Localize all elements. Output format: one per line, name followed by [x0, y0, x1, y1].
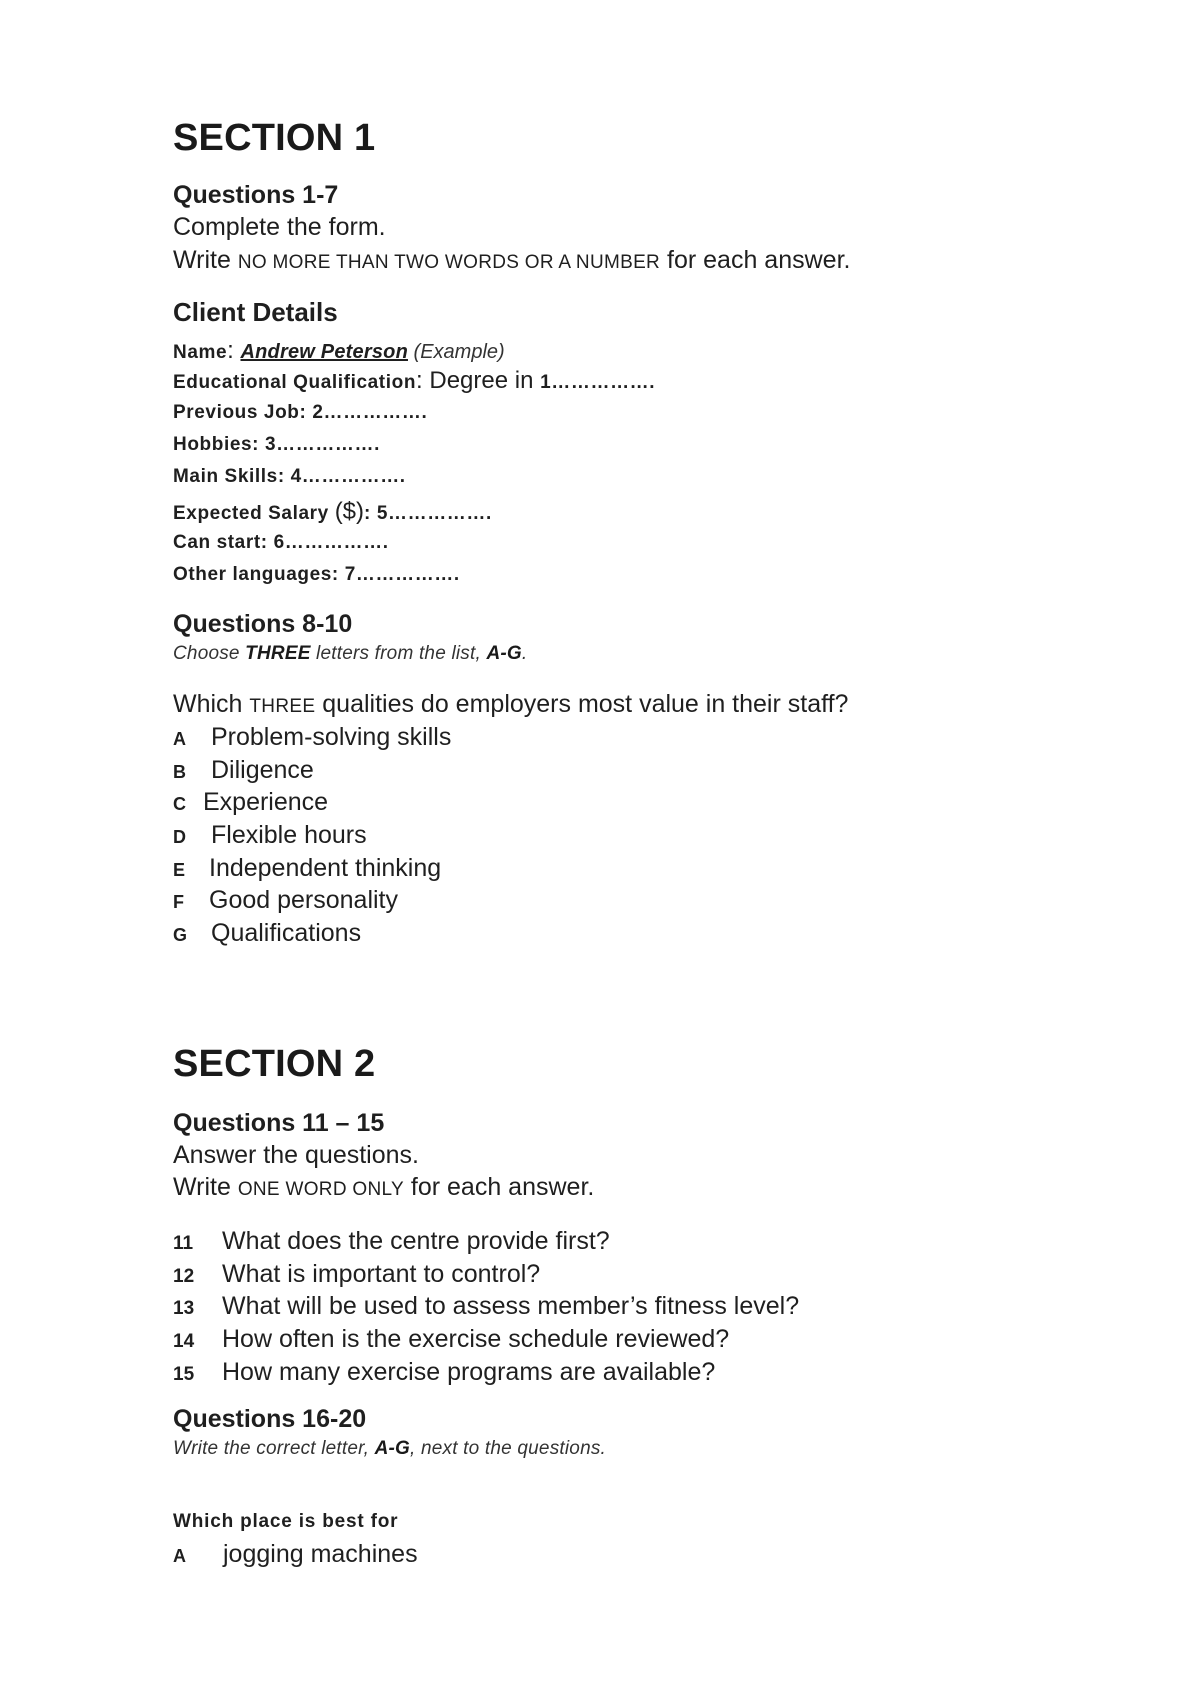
- form-prefix: Degree in: [429, 367, 541, 394]
- form-label: Expected Salary: [173, 503, 335, 524]
- questions-1-7-instruction-complete: Complete the form.: [173, 213, 386, 241]
- option-letter: B: [173, 762, 186, 782]
- question-8-10-prompt: [173, 690, 848, 719]
- instruction-word-limit: ONE WORD ONLY: [237, 1179, 404, 1200]
- option-letter: E: [173, 860, 186, 880]
- answer-blank-5: 5…………….: [376, 503, 492, 524]
- questions-1-7-heading: Questions 1-7: [173, 181, 339, 209]
- option-text: Diligence: [211, 756, 314, 784]
- option-row-c: [173, 788, 328, 817]
- form-row-hobbies: [173, 434, 380, 456]
- instruction-text: Choose: [173, 643, 246, 664]
- form-row-name: [173, 337, 505, 365]
- question-text: What will be used to assess member’s fitness level?: [222, 1292, 800, 1320]
- questions-11-15-instruction-answer: Answer the questions.: [173, 1141, 419, 1169]
- option-text: Problem-solving skills: [211, 723, 452, 751]
- example-answer: Andrew Peterson: [240, 341, 408, 363]
- answer-blank-1: 1…………….: [540, 372, 656, 393]
- question-number: 13: [173, 1298, 195, 1319]
- place-option-row-a: [173, 1540, 418, 1569]
- option-row-f: [173, 886, 398, 915]
- form-label: Educational Qualification: [173, 372, 417, 393]
- instruction-text: Write: [173, 246, 238, 274]
- questions-8-10-instruction: [173, 643, 527, 665]
- option-letter: C: [173, 794, 186, 814]
- option-row-a: [173, 723, 451, 752]
- form-row-expected-salary: [173, 498, 492, 526]
- currency-symbol: ($): [334, 498, 365, 525]
- form-colon: :: [252, 434, 265, 455]
- form-label: Can start: [173, 532, 261, 553]
- example-tag: (Example): [407, 341, 505, 363]
- question-text: qualities do employers most value in their staff?: [315, 690, 849, 718]
- option-text: jogging machines: [223, 1540, 418, 1568]
- questions-16-20-instruction: [173, 1438, 606, 1460]
- option-letter: G: [173, 925, 188, 945]
- instruction-text: Write: [173, 1173, 238, 1201]
- question-row-13: [173, 1292, 799, 1321]
- question-number: 11: [173, 1233, 194, 1254]
- instruction-text: for each answer.: [403, 1173, 595, 1201]
- instruction-letter-range: A-G: [486, 643, 522, 664]
- form-row-main-skills: [173, 466, 406, 488]
- questions-1-7-instruction-word-limit: [173, 246, 850, 275]
- option-text: Qualifications: [211, 919, 362, 947]
- form-label: Name: [173, 342, 228, 363]
- question-text: Which: [173, 690, 250, 718]
- instruction-text: , next to the questions.: [410, 1438, 607, 1459]
- question-number: 15: [173, 1364, 195, 1385]
- form-row-previous-job: [173, 402, 427, 424]
- option-row-g: [173, 919, 361, 948]
- form-colon: :: [416, 367, 430, 394]
- answer-blank-3: 3…………….: [264, 434, 381, 455]
- option-row-d: [173, 821, 367, 850]
- option-text: Good personality: [209, 886, 399, 914]
- form-label: Hobbies: [173, 434, 253, 455]
- question-emphasis: THREE: [249, 696, 316, 717]
- question-text: How many exercise programs are available?: [222, 1358, 716, 1386]
- option-letter: A: [173, 729, 186, 749]
- form-label: Previous Job: [173, 402, 300, 423]
- client-details-heading: Client Details: [173, 297, 338, 327]
- question-number: 12: [173, 1266, 195, 1287]
- question-text: How often is the exercise schedule reviewed?: [222, 1325, 730, 1353]
- instruction-word-limit: NO MORE THAN TWO WORDS OR A NUMBER: [237, 252, 661, 273]
- option-letter: A: [173, 1546, 186, 1566]
- form-row-education: [173, 367, 655, 395]
- form-row-can-start: [173, 532, 389, 554]
- question-number: 14: [173, 1331, 195, 1352]
- instruction-text: for each answer.: [660, 246, 851, 274]
- form-row-other-languages: [173, 564, 460, 586]
- instruction-text: .: [521, 643, 528, 664]
- form-colon: :: [331, 564, 345, 585]
- instruction-text: letters from the list,: [310, 643, 487, 664]
- form-colon: :: [260, 532, 274, 553]
- answer-blank-4: 4…………….: [290, 466, 406, 487]
- question-row-12: [173, 1260, 540, 1289]
- form-colon: :: [299, 402, 313, 423]
- form-label: Other languages: [173, 564, 332, 585]
- questions-11-15-instruction-word-limit: [173, 1173, 594, 1202]
- instruction-emphasis: THREE: [245, 643, 311, 664]
- which-place-prompt: Which place is best for: [173, 1511, 399, 1532]
- form-colon: :: [364, 503, 377, 524]
- option-row-e: [173, 854, 441, 883]
- questions-11-15-heading: Questions 11 – 15: [173, 1109, 385, 1137]
- option-letter: F: [173, 892, 184, 912]
- question-row-11: [173, 1227, 610, 1256]
- option-row-b: [173, 756, 314, 785]
- instruction-text: Write the correct letter,: [173, 1438, 375, 1459]
- section-2-title: SECTION 2: [173, 1043, 376, 1085]
- section-1-title: SECTION 1: [173, 117, 376, 159]
- question-text: What does the centre provide first?: [222, 1227, 610, 1255]
- questions-8-10-heading: Questions 8-10: [173, 610, 353, 638]
- option-text: Experience: [203, 788, 329, 816]
- form-colon: :: [227, 337, 241, 364]
- question-row-15: [173, 1358, 715, 1387]
- question-text: What is important to control?: [222, 1260, 541, 1288]
- answer-blank-7: 7…………….: [344, 564, 460, 585]
- form-colon: :: [277, 466, 291, 487]
- answer-blank-6: 6…………….: [273, 532, 389, 553]
- questions-16-20-heading: Questions 16-20: [173, 1405, 367, 1433]
- option-letter: D: [173, 827, 186, 847]
- form-label: Main Skills: [173, 466, 278, 487]
- option-text: Flexible hours: [211, 821, 367, 849]
- question-row-14: [173, 1325, 729, 1354]
- answer-blank-2: 2…………….: [312, 402, 428, 423]
- instruction-letter-range: A-G: [374, 1438, 411, 1459]
- option-text: Independent thinking: [209, 854, 442, 882]
